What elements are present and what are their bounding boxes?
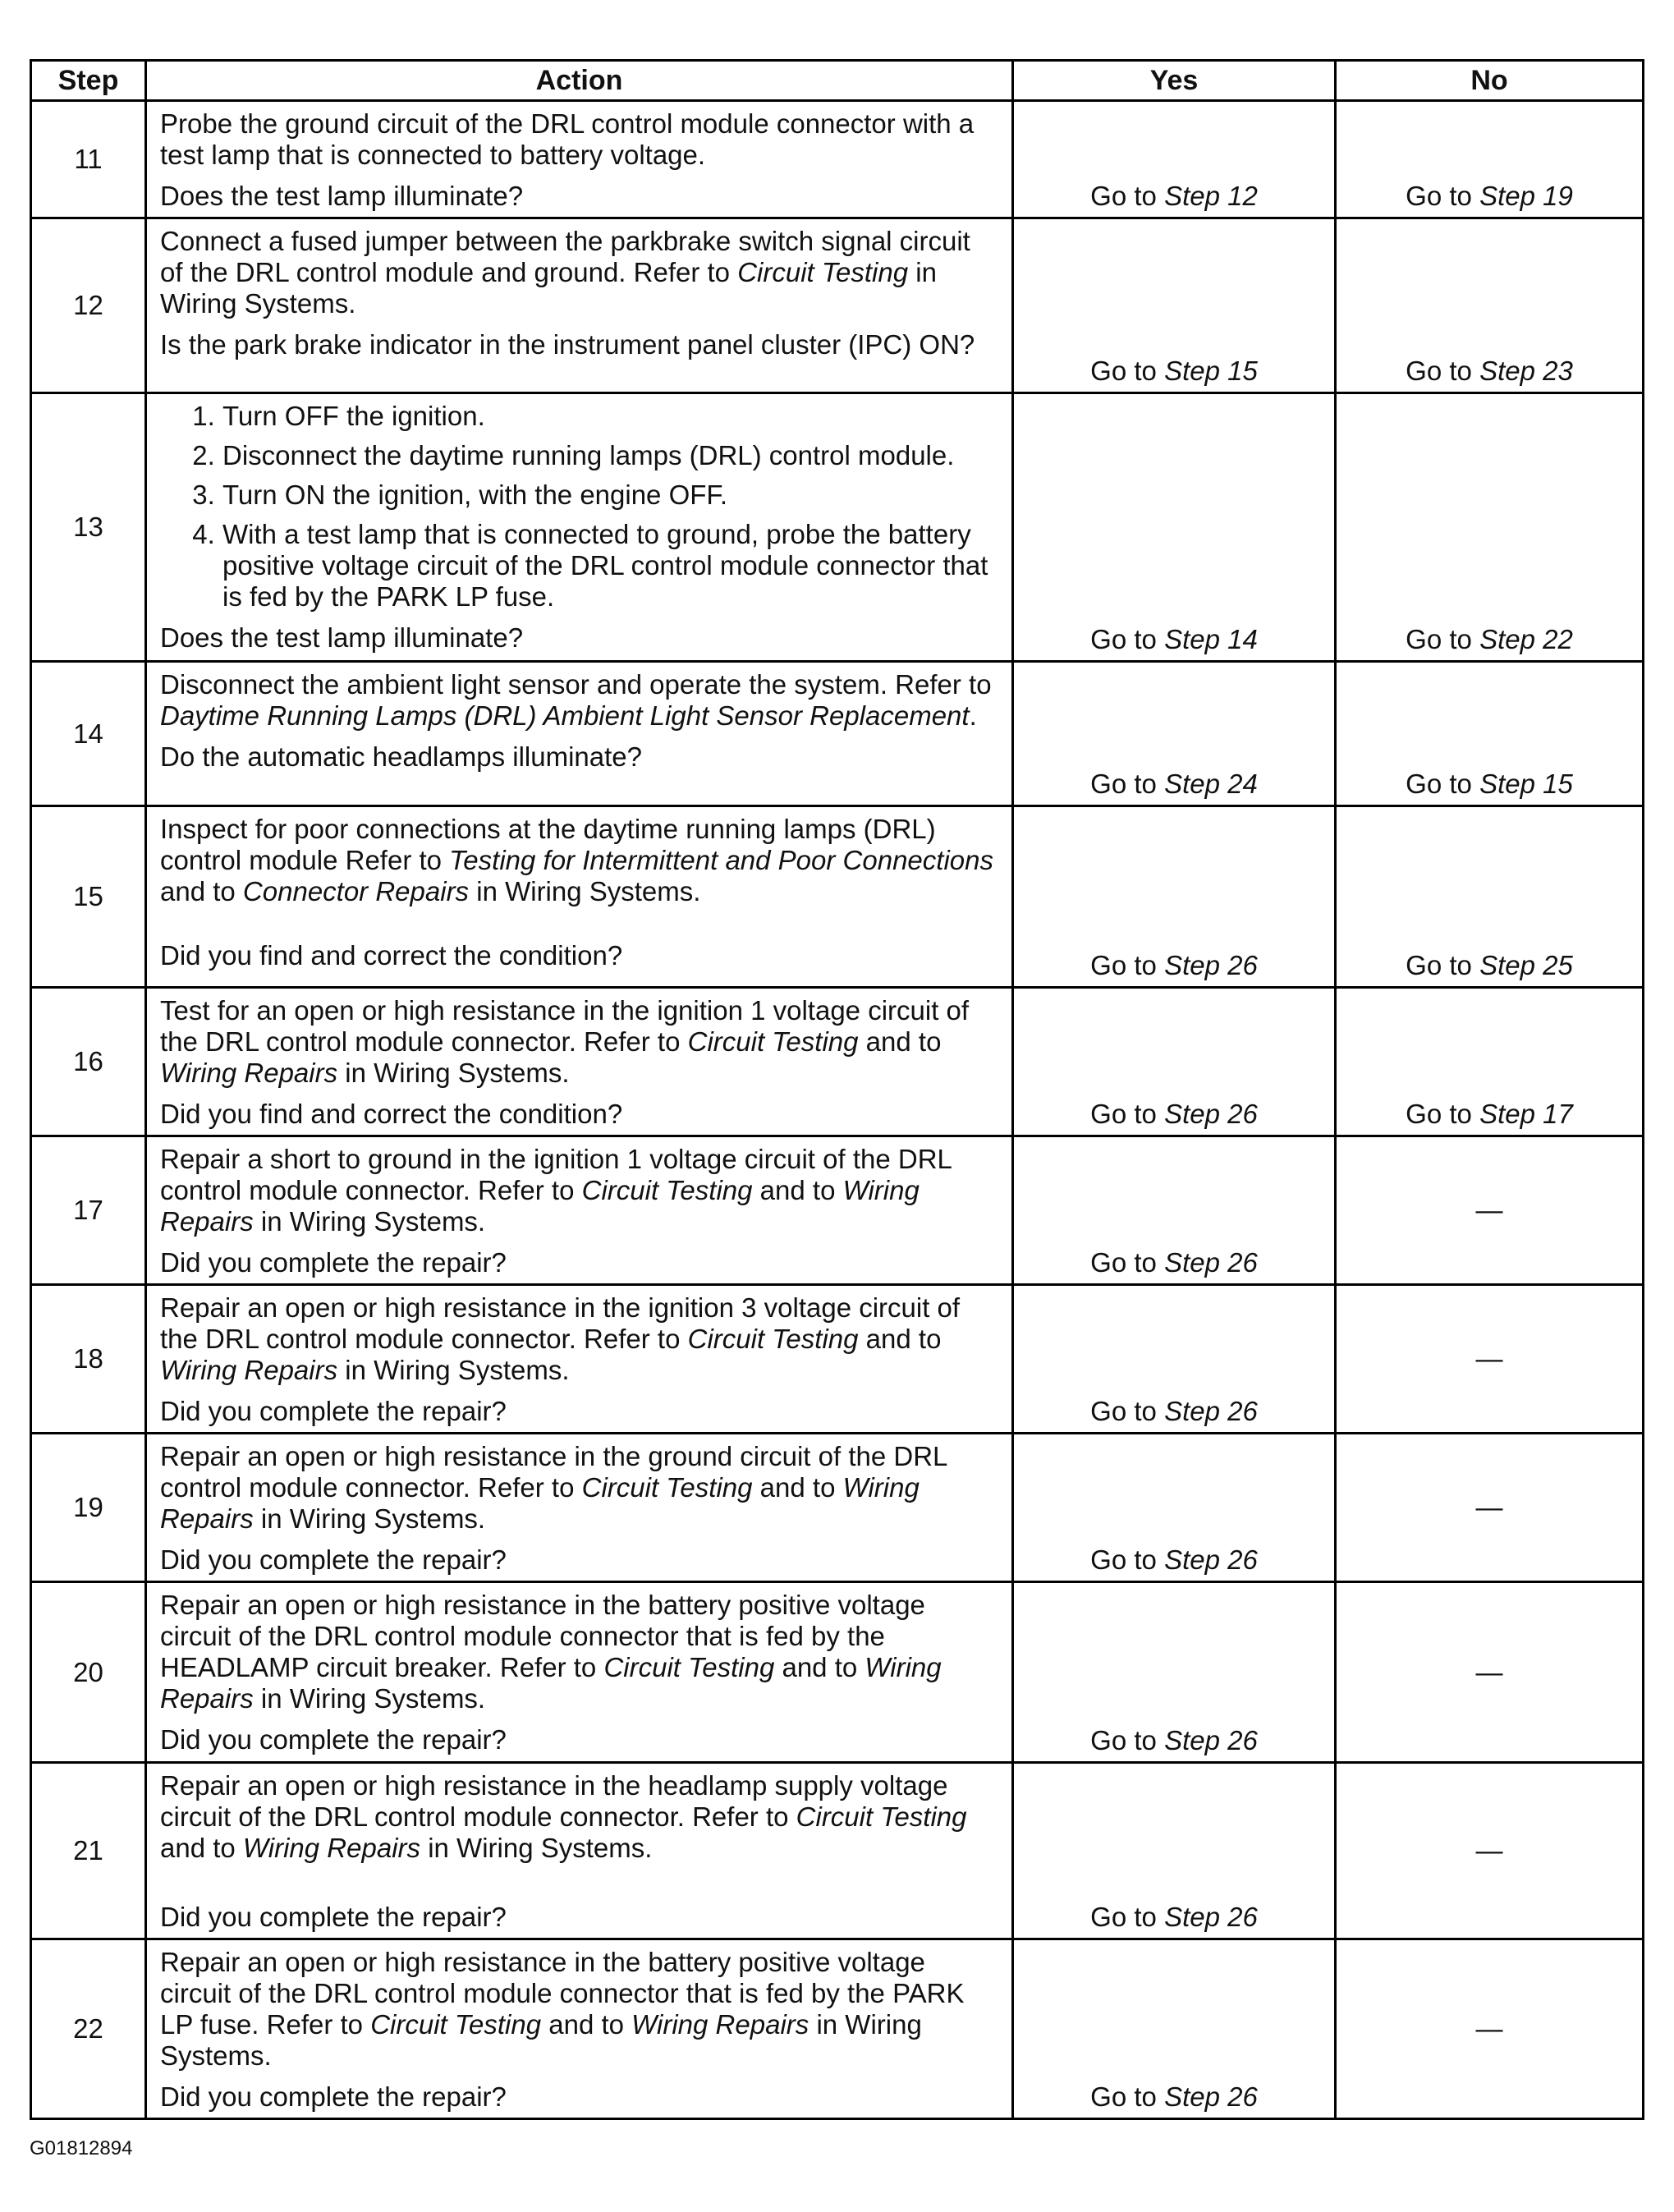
action-text-part: and to	[160, 876, 243, 906]
action-text	[160, 995, 1000, 1089]
reference-link-text: Circuit Testing	[581, 1175, 753, 1205]
yes-result-cell	[1013, 218, 1336, 393]
action-text-part: and to	[752, 1175, 843, 1205]
step-number: 16	[31, 988, 146, 1136]
procedure-list-item: 3. Turn ON the ignition, with the engine OFF.	[222, 480, 1000, 511]
no-result-cell	[1336, 806, 1644, 988]
goto-step-target: Step 26	[1164, 1544, 1258, 1575]
goto-step-target: Step 23	[1479, 356, 1573, 386]
action-text-part: and to	[858, 1026, 942, 1057]
column-header-action: Action	[146, 61, 1013, 101]
goto-prefix: Go to	[1406, 181, 1480, 211]
goto-prefix: Go to	[1090, 181, 1165, 211]
goto-prefix: Go to	[1406, 769, 1480, 799]
reference-link-text: Circuit Testing	[581, 1472, 753, 1503]
reference-link-text: Wiring Repairs	[242, 1833, 421, 1863]
no-result-cell	[1336, 988, 1644, 1136]
table-row	[31, 218, 1644, 393]
action-text-part: .	[969, 700, 977, 731]
no-not-applicable: —	[1336, 1939, 1644, 2119]
goto-step-target: Step 12	[1164, 181, 1258, 211]
goto-step-target: Step 26	[1164, 1902, 1258, 1932]
reference-link-text: Connector Repairs	[242, 876, 470, 906]
action-text	[160, 814, 1000, 907]
yes-result-cell	[1013, 1939, 1336, 2119]
action-text-part: in Wiring Systems.	[337, 1058, 570, 1088]
question-text: Is the park brake indicator in the instrument panel cluster (IPC) ON?	[160, 329, 975, 360]
question-text: Did you complete the repair?	[160, 1396, 507, 1426]
procedure-list	[160, 401, 1000, 613]
column-header-step: Step	[31, 61, 146, 101]
goto-step-target: Step 15	[1479, 769, 1573, 799]
yes-result-cell	[1013, 393, 1336, 662]
goto-step-target: Step 15	[1164, 356, 1258, 386]
goto-step-target: Step 26	[1164, 1247, 1258, 1278]
goto-step-target: Step 17	[1479, 1099, 1573, 1129]
goto-prefix: Go to	[1090, 624, 1165, 654]
action-text	[160, 1292, 1000, 1386]
table-row	[31, 101, 1644, 218]
action-cell	[146, 218, 1013, 393]
action-text	[160, 226, 1000, 319]
action-text-part: Repair an open or high resistance in the headlamp supply voltage circuit of the DRL control module connector. Refer to	[160, 1770, 948, 1832]
no-result-cell	[1336, 662, 1644, 806]
goto-step-target: Step 26	[1164, 1396, 1258, 1426]
diagnostic-steps-table	[30, 59, 1644, 2120]
table-row	[31, 393, 1644, 662]
procedure-list-item: 2. Disconnect the daytime running lamps (DRL) control module.	[222, 440, 1000, 471]
step-number: 13	[31, 393, 146, 662]
yes-result-cell	[1013, 1763, 1336, 1939]
action-cell	[146, 1434, 1013, 1582]
goto-prefix: Go to	[1406, 1099, 1480, 1129]
reference-link-text: Wiring Repairs	[160, 1472, 920, 1534]
table-row	[31, 1939, 1644, 2119]
no-not-applicable: —	[1336, 1434, 1644, 1582]
action-cell	[146, 393, 1013, 662]
no-not-applicable: —	[1336, 1763, 1644, 1939]
goto-prefix: Go to	[1406, 624, 1480, 654]
question-text: Did you find and correct the condition?	[160, 1099, 623, 1129]
goto-prefix: Go to	[1090, 1099, 1165, 1129]
table-header-row	[31, 61, 1644, 101]
procedure-list-item: 4. With a test lamp that is connected to ground, probe the battery positive voltage circuit of the DRL control module connector that is fed by the PARK LP fuse.	[222, 519, 1000, 613]
question-text: Did you complete the repair?	[160, 1544, 507, 1575]
action-text	[160, 1144, 1000, 1237]
action-text-part: in Wiring Systems.	[253, 1206, 486, 1237]
action-text-part: in Wiring Systems.	[253, 1503, 486, 1534]
goto-prefix: Go to	[1090, 356, 1165, 386]
yes-result-cell	[1013, 1285, 1336, 1434]
column-header-no: No	[1336, 61, 1644, 101]
yes-result-cell	[1013, 806, 1336, 988]
action-cell	[146, 1939, 1013, 2119]
action-text	[160, 1590, 1000, 1714]
reference-link-text: Circuit Testing	[370, 2009, 542, 2040]
question-text: Did you complete the repair?	[160, 1902, 507, 1932]
reference-link-text: Circuit Testing	[737, 257, 909, 287]
step-number: 22	[31, 1939, 146, 2119]
reference-link-text: Circuit Testing	[687, 1026, 859, 1057]
reference-link-text: Wiring Repairs	[160, 1652, 942, 1714]
action-cell	[146, 1136, 1013, 1285]
action-cell	[146, 1285, 1013, 1434]
no-not-applicable: —	[1336, 1136, 1644, 1285]
reference-link-text: Daytime Running Lamps (DRL) Ambient Light Sensor Replacement	[160, 700, 970, 731]
table-row	[31, 1434, 1644, 1582]
yes-result-cell	[1013, 101, 1336, 218]
question-text: Does the test lamp illuminate?	[160, 181, 524, 211]
no-result-cell	[1336, 393, 1644, 662]
question-text: Did you complete the repair?	[160, 1247, 507, 1278]
reference-link-text: Wiring Repairs	[160, 1355, 338, 1385]
yes-result-cell	[1013, 988, 1336, 1136]
reference-link-text: Circuit Testing	[687, 1324, 859, 1354]
goto-prefix: Go to	[1090, 2081, 1165, 2112]
reference-link-text: Wiring Repairs	[631, 2009, 809, 2040]
step-number: 12	[31, 218, 146, 393]
yes-result-cell	[1013, 662, 1336, 806]
table-row	[31, 1136, 1644, 1285]
action-text-part: in Wiring Systems.	[420, 1833, 653, 1863]
goto-prefix: Go to	[1090, 1544, 1165, 1575]
goto-step-target: Step 26	[1164, 2081, 1258, 2112]
question-text: Do the automatic headlamps illuminate?	[160, 741, 642, 772]
action-text	[160, 1947, 1000, 2072]
table-row	[31, 1582, 1644, 1763]
goto-prefix: Go to	[1090, 769, 1165, 799]
reference-link-text: Testing for Intermittent and Poor Connections	[449, 845, 993, 875]
action-text	[160, 108, 1000, 171]
action-text-part: Connect a fused jumper between the parkbrake switch signal circuit of the DRL control module and ground. Refer to	[160, 226, 970, 287]
goto-prefix: Go to	[1090, 950, 1165, 980]
no-result-cell	[1336, 101, 1644, 218]
action-text	[160, 1770, 1000, 1864]
goto-prefix: Go to	[1090, 1247, 1165, 1278]
figure-id: G01812894	[30, 2137, 133, 2159]
question-text: Did you complete the repair?	[160, 2081, 507, 2112]
step-number: 18	[31, 1285, 146, 1434]
action-cell	[146, 1582, 1013, 1763]
goto-step-target: Step 19	[1479, 181, 1573, 211]
diagnostic-table-container	[30, 59, 1642, 2120]
step-number: 14	[31, 662, 146, 806]
action-cell	[146, 1763, 1013, 1939]
goto-step-target: Step 22	[1479, 624, 1573, 654]
goto-prefix: Go to	[1090, 1725, 1165, 1755]
action-text-part: and to	[752, 1472, 843, 1503]
table-body	[31, 101, 1644, 2119]
goto-prefix: Go to	[1406, 950, 1480, 980]
goto-step-target: Step 26	[1164, 950, 1258, 980]
action-text-part: in Wiring Systems.	[469, 876, 701, 906]
action-cell	[146, 988, 1013, 1136]
action-cell	[146, 101, 1013, 218]
table-row	[31, 806, 1644, 988]
yes-result-cell	[1013, 1582, 1336, 1763]
procedure-list-item: 1. Turn OFF the ignition.	[222, 401, 1000, 432]
step-number: 20	[31, 1582, 146, 1763]
table-row	[31, 988, 1644, 1136]
goto-prefix: Go to	[1406, 356, 1480, 386]
action-text-part: Disconnect the ambient light sensor and operate the system. Refer to	[160, 669, 992, 700]
action-cell	[146, 806, 1013, 988]
reference-link-text: Wiring Repairs	[160, 1058, 338, 1088]
question-text: Did you complete the repair?	[160, 1724, 507, 1755]
action-text-part: in Wiring Systems.	[160, 257, 937, 319]
action-text-part: Test for an open or high resistance in the ignition 1 voltage circuit of the DRL control module connector. Refer to	[160, 995, 970, 1057]
action-text	[160, 1441, 1000, 1535]
no-not-applicable: —	[1336, 1582, 1644, 1763]
action-text-part: in Wiring Systems.	[160, 2009, 922, 2071]
reference-link-text: Circuit Testing	[603, 1652, 775, 1682]
action-text-part: in Wiring Systems.	[337, 1355, 570, 1385]
action-text-part: and to	[160, 1833, 243, 1863]
goto-step-target: Step 14	[1164, 624, 1258, 654]
goto-prefix: Go to	[1090, 1396, 1165, 1426]
question-text: Did you find and correct the condition?	[160, 940, 623, 971]
action-text-part: Repair an open or high resistance in the battery positive voltage circuit of the DRL control module connector that is fed by the PARK LP fuse. Refer to	[160, 1947, 965, 2040]
column-header-yes: Yes	[1013, 61, 1336, 101]
goto-step-target: Step 26	[1164, 1725, 1258, 1755]
table-row	[31, 662, 1644, 806]
action-text-part: and to	[541, 2009, 632, 2040]
step-number: 11	[31, 101, 146, 218]
no-not-applicable: —	[1336, 1285, 1644, 1434]
question-text: Does the test lamp illuminate?	[160, 622, 524, 653]
goto-step-target: Step 25	[1479, 950, 1573, 980]
goto-step-target: Step 26	[1164, 1099, 1258, 1129]
action-text-part: Repair an open or high resistance in the ignition 3 voltage circuit of the DRL control module connector. Refer to	[160, 1292, 961, 1354]
table-row	[31, 1285, 1644, 1434]
no-result-cell	[1336, 218, 1644, 393]
reference-link-text: Wiring Repairs	[160, 1175, 920, 1237]
step-number: 17	[31, 1136, 146, 1285]
action-text-part: Inspect for poor connections at the daytime running lamps (DRL) control module Refer to	[160, 814, 936, 875]
step-number: 15	[31, 806, 146, 988]
action-cell	[146, 662, 1013, 806]
goto-step-target: Step 24	[1164, 769, 1258, 799]
action-text-part: and to	[858, 1324, 942, 1354]
step-number: 21	[31, 1763, 146, 1939]
action-text-part: Repair an open or high resistance in the ground circuit of the DRL control module connector. Refer to	[160, 1441, 947, 1503]
action-text-part: and to	[774, 1652, 865, 1682]
table-row	[31, 1763, 1644, 1939]
goto-prefix: Go to	[1090, 1902, 1165, 1932]
yes-result-cell	[1013, 1434, 1336, 1582]
action-text	[160, 669, 1000, 732]
action-text-part: Probe the ground circuit of the DRL control module connector with a test lamp that is connected to battery voltage.	[160, 108, 975, 170]
action-text-part: Repair a short to ground in the ignition 1 voltage circuit of the DRL control module connector. Refer to	[160, 1144, 952, 1205]
step-number: 19	[31, 1434, 146, 1582]
action-text-part: in Wiring Systems.	[253, 1683, 486, 1714]
reference-link-text: Circuit Testing	[796, 1801, 967, 1832]
action-text-part: Repair an open or high resistance in the battery positive voltage circuit of the DRL control module connector that is fed by the HEADLAMP circuit breaker. Refer to	[160, 1590, 925, 1682]
yes-result-cell	[1013, 1136, 1336, 1285]
